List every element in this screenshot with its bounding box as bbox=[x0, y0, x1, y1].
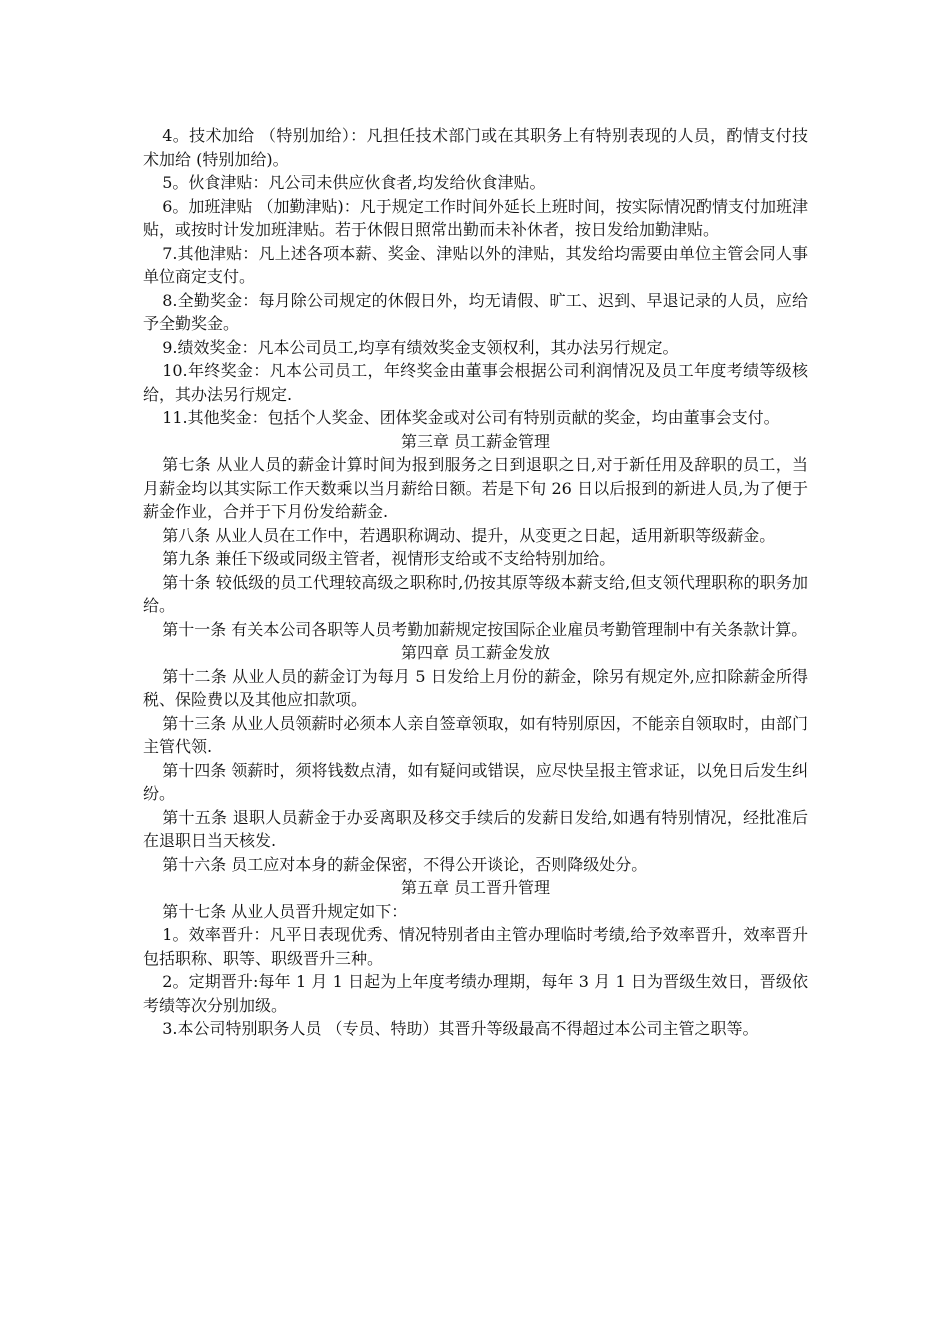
article-13: 第十三条 从业人员领薪时必须本人亲自签章领取，如有特别原因，不能亲自领取时，由部门主管代领. bbox=[143, 713, 808, 756]
clause-performance-bonus: 9.绩效奖金：凡本公司员工,均享有绩效奖金支领权利，其办法另行规定。 bbox=[162, 337, 679, 357]
clause-overtime-allowance: 6。加班津贴 （加勤津贴)：凡于规定工作时间外延长上班时间，按实际情况酌情支付加班津贴，或按时计发加班津贴。若于休假日照常出勤而未补休者，按日发给加勤津贴。 bbox=[143, 196, 808, 239]
chapter-heading-5: 第五章 员工晋升管理 bbox=[400, 878, 551, 897]
article-9: 第九条 兼任下级或同级主管者，视情形支给或不支给特别加给。 bbox=[162, 549, 616, 568]
article-17: 第十七条 从业人员晋升规定如下： bbox=[162, 901, 408, 921]
document-page bbox=[143, 124, 808, 1041]
article-12: 第十二条 从业人员的薪金订为每月 5 日发给上月份的薪金，除另有规定外,应扣除薪金所得税、保险费以及其他应扣款项。 bbox=[143, 666, 808, 709]
clause-other-allowance: 7.其他津贴：凡上述各项本薪、奖金、津贴以外的津贴，其发给均需要由单位主管会同人事单位商定支付。 bbox=[143, 243, 808, 286]
article-11: 第十一条 有关本公司各职等人员考勤加薪规定按国际企业雇员考勤管理制中有关条款计算。 bbox=[162, 619, 808, 639]
clause-technical-allowance: 4。技术加给 （特别加给）：凡担任技术部门或在其职务上有特别表现的人员，酌情支付技术加给 (特别加给)。 bbox=[143, 126, 808, 169]
promotion-item-efficiency: 1。效率晋升：凡平日表现优秀、情况特别者由主管办理临时考绩,给予效率晋升，效率晋升包括职称、职等、职级晋升三种。 bbox=[143, 925, 808, 968]
article-16: 第十六条 员工应对本身的薪金保密，不得公开谈论，否则降级处分。 bbox=[162, 854, 648, 874]
article-10: 第十条 较低级的员工代理较高级之职称时,仍按其原等级本薪支给,但支领代理职称的职务加给。 bbox=[143, 572, 808, 615]
article-8: 第八条 从业人员在工作中，若遇职称调动、提升，从变更之日起，适用新职等级薪金。 bbox=[162, 525, 776, 545]
article-14: 第十四条 领薪时，须将钱数点清，如有疑问或错误，应尽快呈报主管求证，以免日后发生纠纷。 bbox=[143, 760, 808, 803]
chapter-heading-3: 第三章 员工薪金管理 bbox=[400, 431, 551, 451]
chapter-heading-4: 第四章 员工薪金发放 bbox=[400, 643, 551, 662]
clause-attendance-bonus: 8.全勤奖金：每月除公司规定的休假日外，均无请假、旷工、迟到、早退记录的人员，应给予全勤奖金。 bbox=[143, 290, 808, 333]
article-15: 第十五条 退职人员薪金于办妥离职及移交手续后的发薪日发给,如遇有特别情况，经批准后在退职日当天核发. bbox=[143, 807, 808, 850]
clause-meal-allowance: 5。伙食津贴：凡公司未供应伙食者,均发给伙食津贴。 bbox=[162, 173, 546, 192]
clause-other-bonus: 11.其他奖金：包括个人奖金、团体奖金或对公司有特别贡献的奖金，均由董事会支付。 bbox=[162, 408, 780, 427]
promotion-item-periodic: 2。定期晋升:每年 1 月 1 日起为上年度考绩办理期，每年 3 月 1 日为晋级生效日，晋级依考绩等次分别加级。 bbox=[143, 972, 808, 1015]
promotion-item-special-staff: 3.本公司特别职务人员 （专员、特助）其晋升等级最高不得超过本公司主管之职等。 bbox=[162, 1019, 759, 1038]
article-7: 第七条 从业人员的薪金计算时间为报到服务之日到退职之日,对于新任用及辞职的员工，当月薪金均以其实际工作天数乘以当月薪给日额。若是下旬 26 日以后报到的新进人员,为了便于薪金作业，合并于下月份发给薪金. bbox=[143, 455, 808, 521]
clause-year-end-bonus: 10.年终奖金：凡本公司员工，年终奖金由董事会根据公司利润情况及员工年度考绩等级核给，其办法另行规定. bbox=[143, 361, 808, 404]
